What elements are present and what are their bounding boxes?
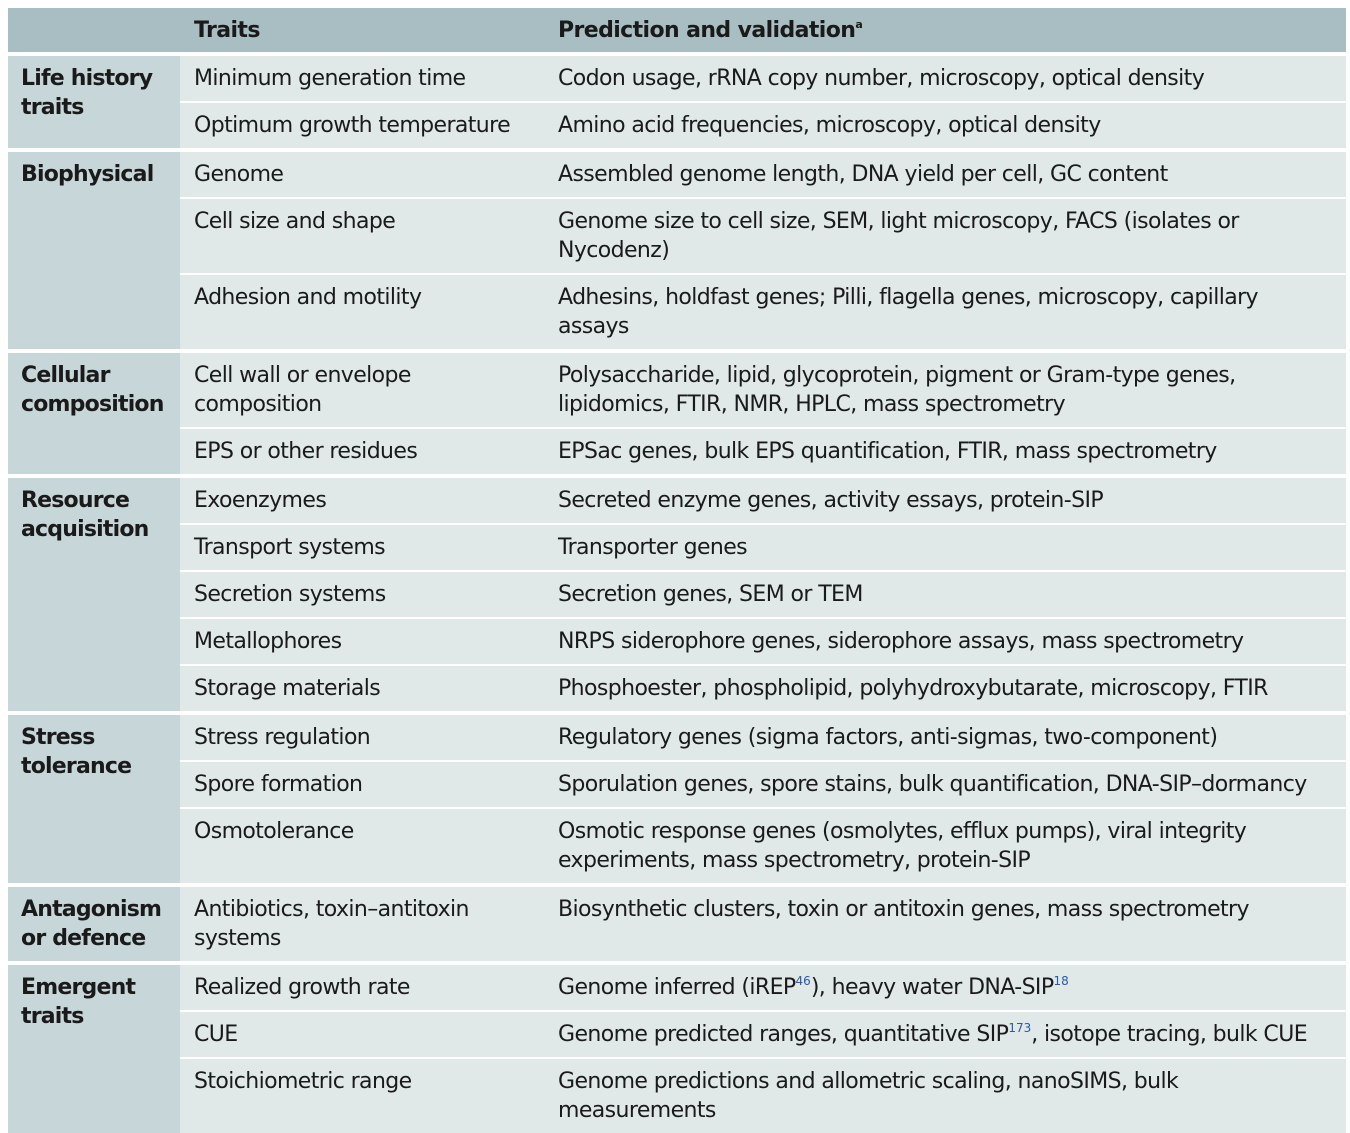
trait-cell: Spore formation	[180, 761, 544, 808]
category-label: Cellular	[21, 363, 110, 388]
method-cell	[544, 963, 1346, 1011]
table-row	[8, 1058, 1346, 1133]
header-category-cell	[8, 8, 180, 54]
trait-cell: EPS or other residues	[180, 428, 544, 476]
method-cell: Assembled genome length, DNA yield per cell, GC content	[544, 150, 1346, 198]
reference-marker: 46	[795, 974, 811, 988]
method-cell: Phosphoester, phospholipid, polyhydroxybutarate, microscopy, FTIR	[544, 665, 1346, 713]
method-cell: NRPS siderophore genes, siderophore assays, mass spectrometry	[544, 618, 1346, 665]
table-row	[8, 524, 1346, 571]
category-cell	[8, 54, 180, 150]
table-row	[8, 1011, 1346, 1058]
header-footnote-marker: a	[855, 17, 863, 31]
trait-prediction-table	[8, 8, 1346, 1133]
trait-cell: Realized growth rate	[180, 963, 544, 1011]
category-label: or defence	[21, 926, 146, 951]
method-text: Genome predicted ranges, quantitative SIP	[558, 1022, 1009, 1047]
method-cell: Polysaccharide, lipid, glycoprotein, pigment or Gram-type genes, lipidomics, FTIR, NMR, HPLC, mass spectrometry	[544, 351, 1346, 428]
trait-cell: Cell wall or envelope composition	[180, 351, 544, 428]
trait-cell: Cell size and shape	[180, 198, 544, 274]
category-label: composition	[21, 392, 164, 417]
table-row	[8, 150, 1346, 198]
category-label: traits	[21, 1004, 84, 1029]
method-text: ), heavy water DNA-SIP	[810, 975, 1054, 1000]
trait-cell: Adhesion and motility	[180, 274, 544, 351]
method-cell: Regulatory genes (sigma factors, anti-sigmas, two-component)	[544, 713, 1346, 761]
header-traits: Traits	[180, 8, 544, 54]
category-cell	[8, 476, 180, 713]
category-cell	[8, 885, 180, 963]
category-cell	[8, 150, 180, 351]
method-cell	[544, 1011, 1346, 1058]
table-row	[8, 963, 1346, 1011]
table-body	[8, 54, 1346, 1133]
trait-cell: Stoichiometric range	[180, 1058, 544, 1133]
header-prediction-label: Prediction and validation	[558, 17, 856, 43]
reference-marker: 18	[1053, 974, 1069, 988]
category-label: Biophysical	[21, 162, 154, 187]
trait-cell: Optimum growth temperature	[180, 102, 544, 150]
category-cell	[8, 713, 180, 885]
method-cell: Sporulation genes, spore stains, bulk quantification, DNA-SIP–dormancy	[544, 761, 1346, 808]
method-cell: Osmotic response genes (osmolytes, efflux pumps), viral integrity experiments, mass spectrometry, protein-SIP	[544, 808, 1346, 885]
table-row	[8, 885, 1346, 963]
table-row	[8, 428, 1346, 476]
trait-cell: Genome	[180, 150, 544, 198]
table-header-row	[8, 8, 1346, 54]
method-cell: Transporter genes	[544, 524, 1346, 571]
trait-cell: Minimum generation time	[180, 54, 544, 102]
trait-cell: Secretion systems	[180, 571, 544, 618]
method-text: Genome inferred (iREP	[558, 975, 796, 1000]
category-label: Antagonism	[21, 897, 162, 922]
category-label: Life history	[21, 66, 153, 91]
method-cell: Codon usage, rRNA copy number, microscopy, optical density	[544, 54, 1346, 102]
category-label: Resource	[21, 488, 130, 513]
table-row	[8, 351, 1346, 428]
table-row	[8, 102, 1346, 150]
method-cell: Genome size to cell size, SEM, light microscopy, FACS (isolates or Nycodenz)	[544, 198, 1346, 274]
category-label: acquisition	[21, 517, 149, 542]
table-row	[8, 618, 1346, 665]
trait-cell: Metallophores	[180, 618, 544, 665]
category-cell	[8, 963, 180, 1133]
trait-cell: Osmotolerance	[180, 808, 544, 885]
category-label: Emergent	[21, 975, 136, 1000]
method-cell: Amino acid frequencies, microscopy, optical density	[544, 102, 1346, 150]
method-cell: EPSac genes, bulk EPS quantification, FTIR, mass spectrometry	[544, 428, 1346, 476]
trait-cell: Antibiotics, toxin–antitoxin systems	[180, 885, 544, 963]
trait-cell: Exoenzymes	[180, 476, 544, 524]
category-label: Stress	[21, 725, 95, 750]
method-cell: Adhesins, holdfast genes; Pilli, flagella genes, microscopy, capillary assays	[544, 274, 1346, 351]
table-row	[8, 476, 1346, 524]
method-cell: Secretion genes, SEM or TEM	[544, 571, 1346, 618]
trait-cell: Stress regulation	[180, 713, 544, 761]
trait-cell: Storage materials	[180, 665, 544, 713]
method-cell: Genome predictions and allometric scaling, nanoSIMS, bulk measurements	[544, 1058, 1346, 1133]
table-row	[8, 54, 1346, 102]
table-row	[8, 571, 1346, 618]
table-row	[8, 198, 1346, 274]
category-cell	[8, 351, 180, 476]
trait-cell: CUE	[180, 1011, 544, 1058]
table-row	[8, 808, 1346, 885]
reference-marker: 173	[1008, 1021, 1032, 1035]
trait-cell: Transport systems	[180, 524, 544, 571]
category-label: tolerance	[21, 754, 132, 779]
method-text: , isotope tracing, bulk CUE	[1031, 1022, 1307, 1047]
header-prediction	[544, 8, 1346, 54]
table-row	[8, 274, 1346, 351]
table-row	[8, 761, 1346, 808]
category-label: traits	[21, 95, 84, 120]
table-row	[8, 665, 1346, 713]
method-cell: Secreted enzyme genes, activity essays, protein-SIP	[544, 476, 1346, 524]
method-cell: Biosynthetic clusters, toxin or antitoxin genes, mass spectrometry	[544, 885, 1346, 963]
table-row	[8, 713, 1346, 761]
